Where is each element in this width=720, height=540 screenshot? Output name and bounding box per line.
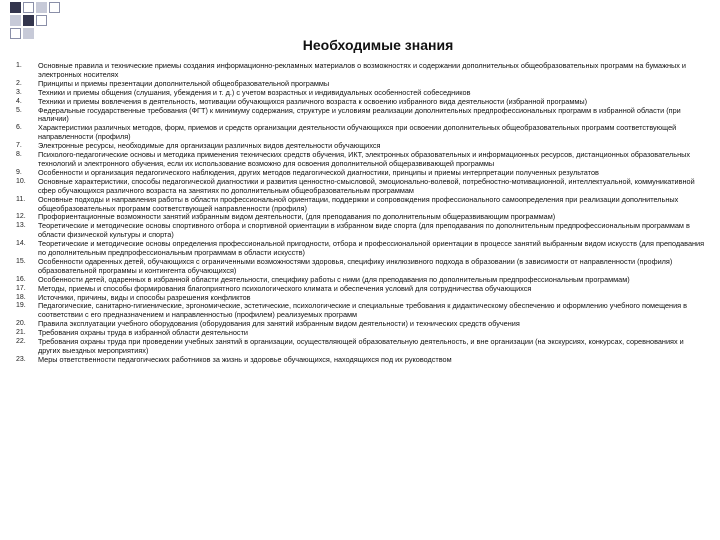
decor-square (49, 2, 60, 13)
list-item-text: Методы, приемы и способы формирования благоприятного психологического климата и обеспечения условий для сотрудничества обучающихся (38, 283, 532, 293)
list-item-number: 10. (16, 177, 26, 185)
list-item-number: 4. (16, 97, 22, 105)
slide-title: Необходимые знания (302, 37, 454, 53)
list-item-text: Профориентационные возможности занятий избранным видом деятельности, (для преподавания по дополнительным общеразвивающим программам) (38, 212, 556, 222)
list-item-number: 12. (16, 213, 26, 221)
list-item (16, 258, 708, 276)
list-item-number: 23. (16, 355, 26, 363)
list-item (16, 302, 708, 320)
list-item-text: Источники, причины, виды и способы разрешения конфликтов (38, 292, 251, 302)
list-item (16, 338, 708, 356)
list-item-number: 9. (16, 168, 22, 176)
decor-square (36, 2, 47, 13)
list-item-text: Характеристики различных методов, форм, приемов и средств организации деятельности обучающихся при освоении дополнительных общеобразовательных программ соответствующей направленности (профиля) (38, 123, 677, 142)
list-item-text: Принципы и приемы презентации дополнительной общеобразовательной программы (38, 78, 330, 88)
list-item (16, 124, 708, 142)
decor-square (10, 2, 21, 13)
list-item-number: 7. (16, 142, 22, 150)
list-item-text: Основные характеристики, способы педагогической диагностики и развития ценностно-смысловой, эмоционально-волевой, потребностно-мотивационной, интеллектуальной, коммуникативной сфер обучающихся различного возраста на занятиях по дополнительным общеобразовательным программам (38, 176, 695, 195)
list-item-text: Психолого-педагогические основы и методика применения технических средств обучения, ИКТ, электронных образовательных и информационных ресурсов, дистанционных образовательных технологий и электронного обучения, если их использование возможно для освоения дополнительной общеразвивающей программы (38, 150, 691, 168)
list-item-number: 3. (16, 88, 22, 96)
list-item (16, 62, 708, 80)
list-item-number: 5. (16, 106, 22, 114)
list-item-text: Техники и приемы вовлечения в деятельность, мотивации обучающихся различного возраста к освоению избранного вида деятельности (избранной программы) (38, 96, 588, 106)
list-item-text: Особенности детей, одаренных в избранной области деятельности, специфику работы с ними (для преподавания по дополнительным предпрофессиональным программам) (38, 274, 630, 284)
list-item-text: Техники и приемы общения (слушания, убеждения и т. д.) с учетом возрастных и индивидуальных особенностей собеседников (38, 87, 471, 97)
list-item (16, 240, 708, 258)
decor-square (23, 15, 34, 26)
list-item-text: Теоретические и методические основы определения профессиональной пригодности, отбора и профессиональной ориентации в процессе занятий выбранным видом искусств (для преподавания по дополнительным предпрофессиональным программам в области искусств) (38, 239, 705, 258)
list-item (16, 151, 708, 169)
list-item-number: 8. (16, 151, 22, 159)
list-item-text: Правила эксплуатации учебного оборудования (оборудования для занятий избранным видом деятельности) и технических средств обучения (38, 319, 520, 329)
knowledge-list (16, 62, 708, 365)
list-item-text: Меры ответственности педагогических работников за жизнь и здоровье обучающихся, находящихся под их руководством (38, 354, 452, 364)
list-item-number: 17. (16, 284, 26, 292)
list-item-number: 14. (16, 240, 26, 248)
list-item (16, 222, 708, 240)
list-item-text: Электронные ресурсы, необходимые для организации различных видов деятельности обучающихся (38, 141, 381, 151)
list-item-number: 20. (16, 320, 26, 328)
list-item-number: 15. (16, 257, 26, 265)
list-item-number: 18. (16, 293, 26, 301)
list-item-number: 19. (16, 302, 26, 310)
list-item-text: Особенности одаренных детей, обучающихся с ограниченными возможностями здоровья, специфику инклюзивного подхода в образовании (в зависимости от направленности (профиля) образовательной программы и контингента обучающихся) (38, 256, 673, 275)
list-item-text: Основные подходы и направления работы в области профессиональной ориентации, поддержки и сопровождения профессионального самоопределения при реализации дополнительных общеобразовательных программ соответствующей направленности (профиля) (38, 194, 679, 213)
list-item-text: Требования охраны труда в избранной области деятельности (38, 328, 249, 338)
list-item-number: 21. (16, 329, 26, 337)
list-item-number: 16. (16, 275, 26, 283)
decor-square (36, 15, 47, 26)
list-item-text: Требования охраны труда при проведении учебных занятий в организации, осуществляющей образовательную деятельность, и вне организации (на экскурсиях, конкурсах, соревнованиях и других выездных мероприятиях) (38, 337, 684, 355)
list-item (16, 196, 708, 214)
list-item-number: 13. (16, 222, 26, 230)
list-item-number: 22. (16, 338, 26, 346)
list-item (16, 107, 708, 125)
list-item-number: 6. (16, 124, 22, 132)
list-item-text: Федеральные государственные требования (ФГТ) к минимуму содержания, структуре и условиям реализации дополнительных предпрофессиональных программ в избранной области (при наличии) (38, 105, 681, 124)
list-item-number: 11. (16, 195, 26, 203)
list-item-number: 1. (16, 62, 22, 69)
list-item-text: Особенности и организация педагогического наблюдения, других методов педагогической диагностики, принципы и приемы интерпретации полученных результатов (38, 167, 599, 177)
list-item-number: 2. (16, 79, 22, 87)
list-item (16, 356, 708, 365)
decor-square (23, 2, 34, 13)
decor-square (10, 15, 21, 26)
list-item-text: Педагогические, санитарно-гигиенические, эргономические, эстетические, психологические и специальные требования к дидактическому обеспечению и оформлению учебного помещения в соответствии с его предназначением и направленностью (профилем) реализуемых программ (38, 301, 688, 320)
list-item-text: Теоретические и методические основы спортивного отбора и спортивной ориентации в избранном виде спорта (для преподавания по дополнительным предпрофессиональным программам в области физической культуры и спорта) (38, 221, 690, 240)
corner-decoration (0, 0, 90, 40)
list-item-text: Основные правила и технические приемы создания информационно-рекламных материалов о возможностях и содержании дополнительных общеобразовательных программ на бумажных и электронных носителях (38, 61, 687, 79)
list-item (16, 178, 708, 196)
